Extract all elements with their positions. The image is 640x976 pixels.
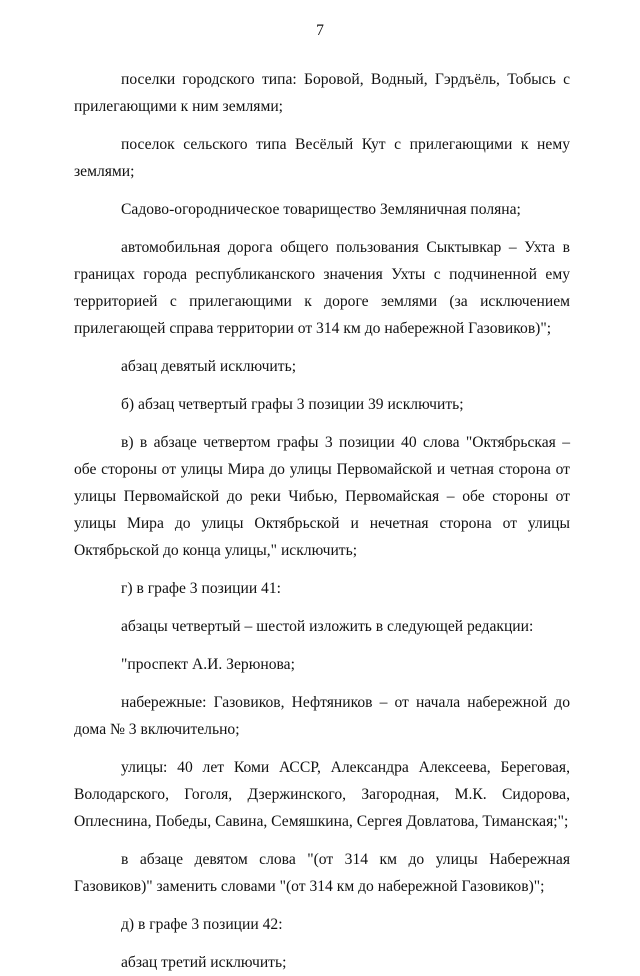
paragraph: в абзаце девятом слова "(от 314 км до улицы Набережная Газовиков)" заменить словами "(от 314 км до набережной Газовиков)"; xyxy=(74,851,570,895)
paragraph: автомобильная дорога общего пользования Сыктывкар – Ухта в границах города республиканского значения Ухты с подчиненной ему территорией с прилегающими к дороге землями (за исключением прилегающей справа территории от 314 км до набережной Газовиков)"; xyxy=(74,239,570,337)
paragraph: в) в абзаце четвертом графы 3 позиции 40 слова "Октябрьская – обе стороны от улицы Мира до улицы Первомайской и четная сторона от улицы Первомайской до реки Чибью, Первомайская – обе стороны от улицы Мира до улицы Октябрьской и нечетная сторона от улицы Октябрьской до конца улицы," исключить; xyxy=(74,434,570,559)
paragraph: абзац девятый исключить; xyxy=(121,358,297,375)
paragraph: Садово-огородническое товарищество Земляничная поляна; xyxy=(121,201,521,218)
paragraph: набережные: Газовиков, Нефтяников – от начала набережной до дома № 3 включительно; xyxy=(74,694,570,738)
paragraph: б) абзац четвертый графы 3 позиции 39 исключить; xyxy=(121,396,464,413)
paragraph: поселки городского типа: Боровой, Водный, Гэрдъёль, Тобысь с прилегающими к ним землями; xyxy=(74,71,570,115)
paragraph: "проспект А.И. Зерюнова; xyxy=(121,656,295,673)
paragraph: абзацы четвертый – шестой изложить в следующей редакции: xyxy=(121,618,534,635)
page-number: 7 xyxy=(316,22,324,39)
paragraph: абзац третий исключить; xyxy=(121,954,287,971)
paragraph: г) в графе 3 позиции 41: xyxy=(121,580,281,597)
paragraph: улицы: 40 лет Коми АССР, Александра Алексеева, Береговая, Володарского, Гоголя, Дзержинского, Загородная, М.К. Сидорова, Оплеснина, Победы, Савина, Семяшкина, Сергея Довлатова, Тиманская;"; xyxy=(74,759,570,830)
paragraph: д) в графе 3 позиции 42: xyxy=(121,916,283,933)
document-body xyxy=(74,66,570,976)
paragraph: поселок сельского типа Весёлый Кут с прилегающими к нему землями; xyxy=(74,136,570,180)
